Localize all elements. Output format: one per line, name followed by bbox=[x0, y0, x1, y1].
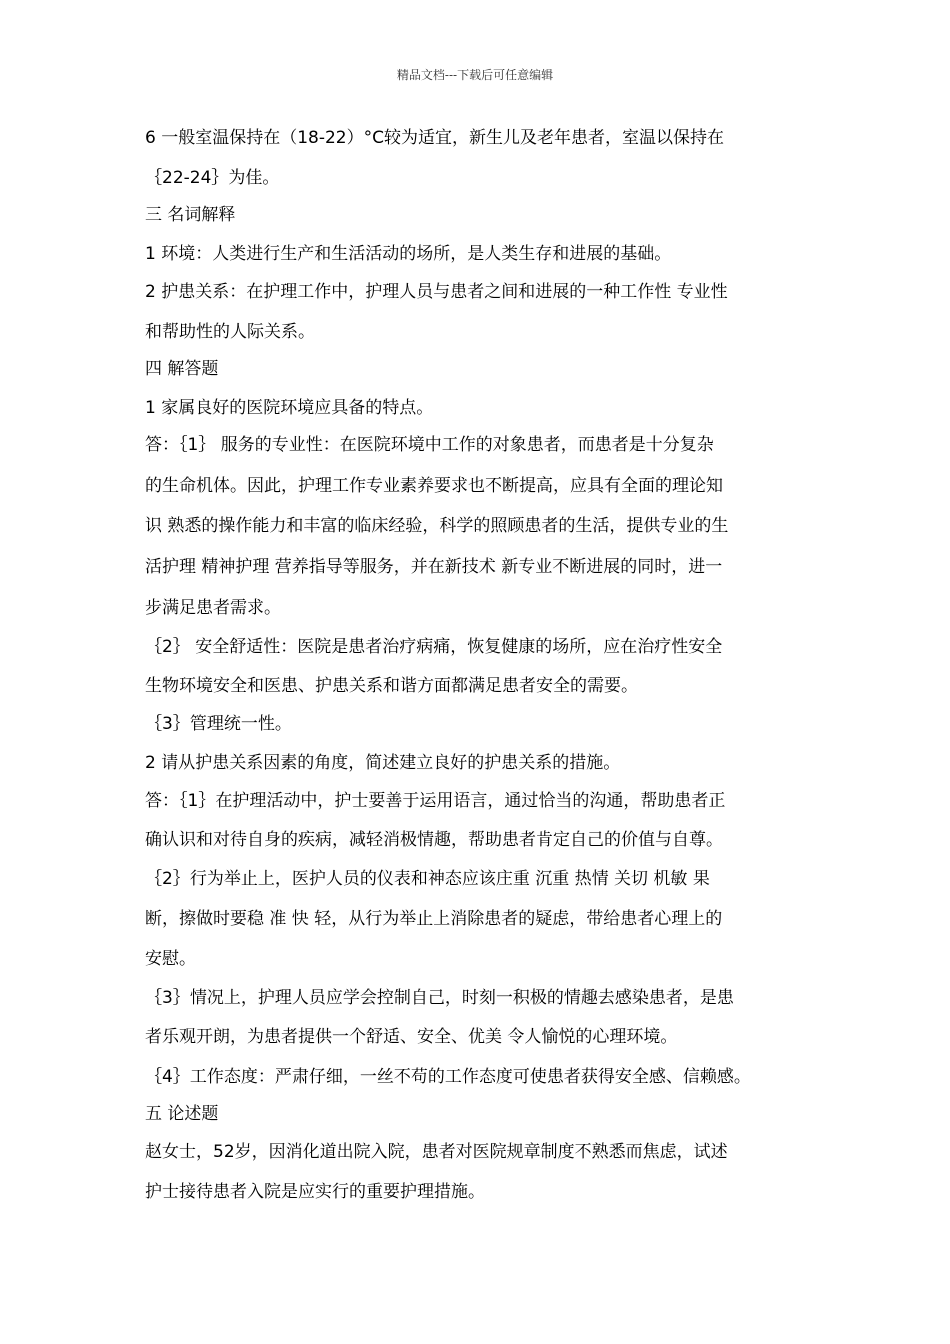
page-header: 精品文档---下载后可任意编辑 bbox=[396, 68, 554, 82]
text-line: 2 请从护患关系因素的角度，简述建立良好的护患关系的措施。 bbox=[145, 753, 621, 773]
text-line: 2 护患关系：在护理工作中，护理人员与患者之间和进展的一种工作性 专业性 bbox=[145, 282, 728, 302]
text-line: 生物环境安全和医患、护患关系和谐方面都满足患者安全的需要。 bbox=[145, 676, 638, 696]
text-line: 和帮助性的人际关系。 bbox=[145, 322, 315, 342]
text-line: 活护理 精神护理 营养指导等服务，并在新技术 新专业不断进展的同时，进一 bbox=[145, 557, 723, 577]
text-line: 答：｛1｝在护理活动中，护士要善于运用语言，通过恰当的沟通，帮助患者正 bbox=[145, 791, 726, 811]
section-heading: 三 名词解释 bbox=[145, 205, 236, 225]
text-line: 确认识和对待自身的疾病，减轻消极情趣，帮助患者肯定自己的价值与自尊。 bbox=[145, 830, 723, 850]
text-line: 赵女士，52岁，因消化道出院入院，患者对医院规章制度不熟悉而焦虑，试述 bbox=[145, 1142, 728, 1162]
text-line: 护士接待患者入院是应实行的重要护理措施。 bbox=[145, 1182, 485, 1202]
text-line: 答：｛1｝ 服务的专业性：在医院环境中工作的对象患者，而患者是十分复杂 bbox=[145, 435, 714, 455]
section-heading: 四 解答题 bbox=[145, 359, 219, 379]
text-line: ｛22-24｝为佳。 bbox=[145, 168, 280, 188]
text-line: ｛2｝行为举止上，医护人员的仪表和神态应该庄重 沉重 热情 关切 机敏 果 bbox=[145, 869, 710, 889]
text-line: ｛3｝管理统一性。 bbox=[145, 714, 292, 734]
text-line: ｛3｝情况上，护理人员应学会控制自己，时刻一积极的情趣去感染患者，是患 bbox=[145, 988, 734, 1008]
section-heading: 五 论述题 bbox=[145, 1104, 219, 1124]
text-line: 断，擦做时要稳 准 快 轻，从行为举止上消除患者的疑虑，带给患者心理上的 bbox=[145, 909, 723, 929]
text-line: 6 一般室温保持在（18-22）°C较为适宜，新生儿及老年患者，室温以保持在 bbox=[145, 128, 724, 148]
text-line: 安慰。 bbox=[145, 949, 196, 969]
text-line: 1 家属良好的医院环境应具备的特点。 bbox=[145, 398, 434, 418]
text-line: ｛4｝工作态度：严肃仔细，一丝不苟的工作态度可使患者获得安全感、信赖感。 bbox=[145, 1067, 751, 1087]
text-line: 步满足患者需求。 bbox=[145, 598, 281, 618]
text-line: 1 环境：人类进行生产和生活活动的场所，是人类生存和进展的基础。 bbox=[145, 244, 672, 264]
text-line: 的生命机体。因此，护理工作专业素养要求也不断提高，应具有全面的理论知 bbox=[145, 476, 723, 496]
text-line: ｛2｝ 安全舒适性：医院是患者治疗病痛，恢复健康的场所，应在治疗性安全 bbox=[145, 637, 723, 657]
text-line: 者乐观开朗，为患者提供一个舒适、安全、优美 令人愉悦的心理环境。 bbox=[145, 1027, 678, 1047]
text-line: 识 熟悉的操作能力和丰富的临床经验，科学的照顾患者的生活，提供专业的生 bbox=[145, 516, 729, 536]
